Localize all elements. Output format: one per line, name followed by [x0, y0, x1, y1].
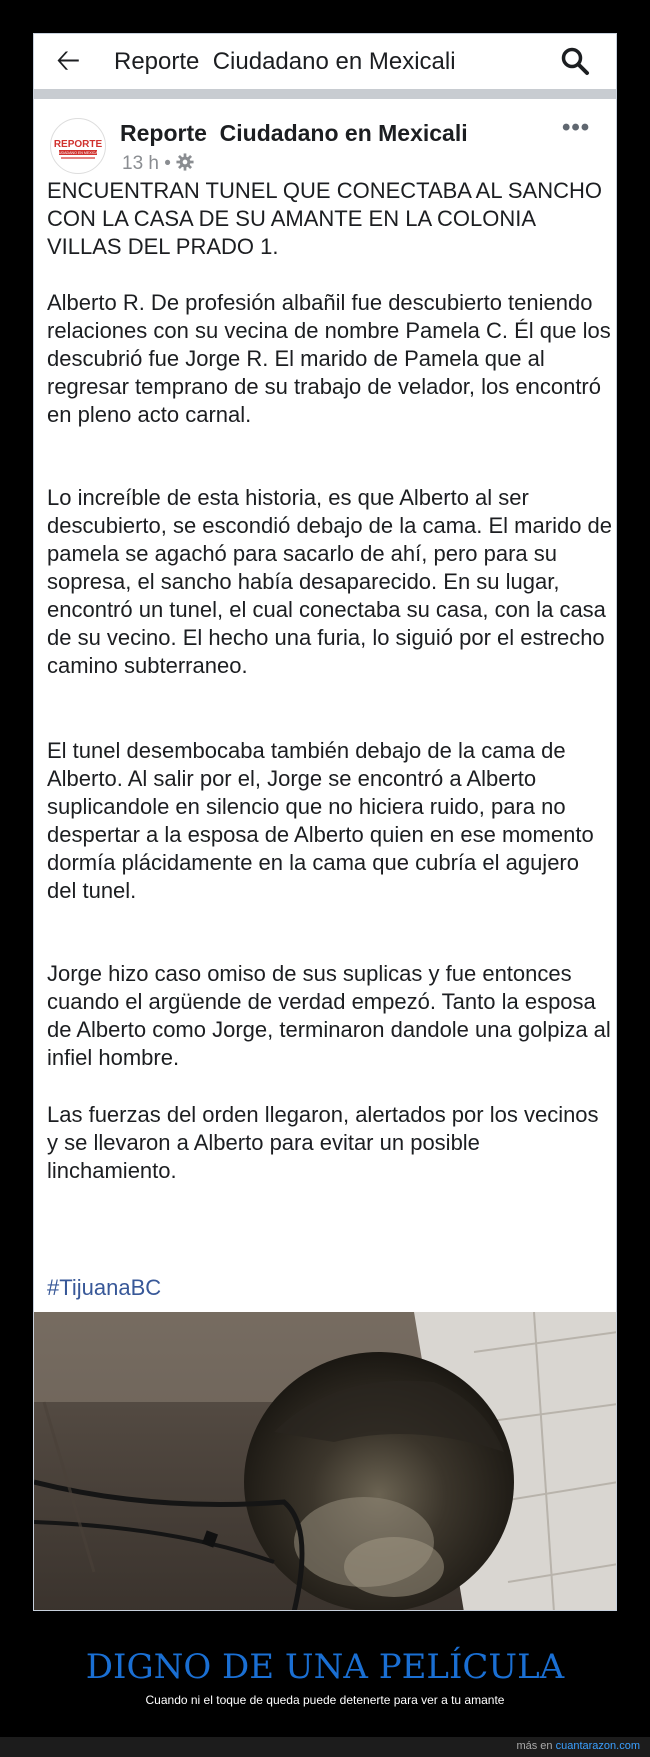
- post-paragraph: Jorge hizo caso omiso de sus suplicas y fue entonces cuando el argüende de verdad empezó. Tanto la esposa de Alberto como Jorge, terminaron dandole una golpiza al infiel hombre.: [47, 961, 611, 1070]
- post-time[interactable]: 13 h: [122, 153, 159, 174]
- search-icon[interactable]: [560, 46, 590, 76]
- site-footer: [0, 1737, 650, 1757]
- tunnel-photo-illustration: [34, 1312, 617, 1611]
- caption-title: DIGNO DE UNA PELÍCULA: [85, 1647, 565, 1687]
- top-bar-divider: [34, 89, 616, 99]
- meta-separator: •: [164, 153, 171, 174]
- footer-credit: [516, 1740, 640, 1752]
- caption-subtitle: Cuando ni el toque de queda puede detenerte para ver a tu amante: [145, 1693, 505, 1707]
- site-link[interactable]: cuantarazon.com: [555, 1740, 640, 1752]
- gear-icon: [176, 153, 194, 171]
- post-meta: [122, 151, 194, 177]
- post-paragraph: ENCUENTRAN TUNEL QUE CONECTABA AL SANCHO CON LA CASA DE SU AMANTE EN LA COLONIA VILLAS DEL PRADO 1.: [47, 178, 602, 259]
- post-paragraph: Alberto R. De profesión albañil fue descubierto teniendo relaciones con su vecina de nombre Pamela C. Él que los descubrió fue Jorge R. El marido de Pamela que al regresar temprano de su trabajo de velador, los encontró en pleno acto carnal.: [47, 290, 611, 427]
- arrow-left-icon[interactable]: 🡠: [56, 44, 81, 77]
- logo-text: REPORTE: [53, 139, 103, 150]
- avatar[interactable]: [50, 118, 106, 174]
- footer-prefix: más en: [516, 1740, 553, 1752]
- app-top-bar: [34, 34, 616, 89]
- post-paragraph: Las fuerzas del orden llegaron, alertados por los vecinos y se llevaron a Alberto para evitar un posible linchamiento.: [47, 1102, 599, 1183]
- more-options-button[interactable]: •••: [562, 114, 591, 141]
- page-title: Reporte Ciudadano en Mexicali: [114, 48, 456, 75]
- post-photo[interactable]: [34, 1312, 617, 1611]
- hashtag-link[interactable]: #TijuanaBC: [47, 1275, 162, 1300]
- post-paragraph: Lo increíble de esta historia, es que Alberto al ser descubierto, se escondió debajo de la cama. El marido de pamela se agachó para sacarlo de ahí, pero para su sopresa, el sancho había desaparecido. En su lugar, encontró un tunel, el cual conectaba su casa, con la casa de su vecino. El hecho una furia, lo siguió por el estrecho camino subterraneo.: [47, 485, 613, 678]
- post-author-name[interactable]: Reporte Ciudadano en Mexicali: [120, 120, 468, 146]
- post-paragraph: El tunel desembocaba también debajo de la cama de Alberto. Al salir por el, Jorge se encontró a Alberto suplicandole en silencio que no hiciera ruido, para no despertar a la esposa de Alberto quien en ese momento dormía plácidamente en la cama que cubría el agujero del tunel.: [47, 738, 594, 903]
- page-logo: [51, 119, 105, 173]
- screenshot-frame: [33, 33, 617, 1611]
- logo-subtext: CIUDADANO EN MEXICALI: [55, 151, 101, 156]
